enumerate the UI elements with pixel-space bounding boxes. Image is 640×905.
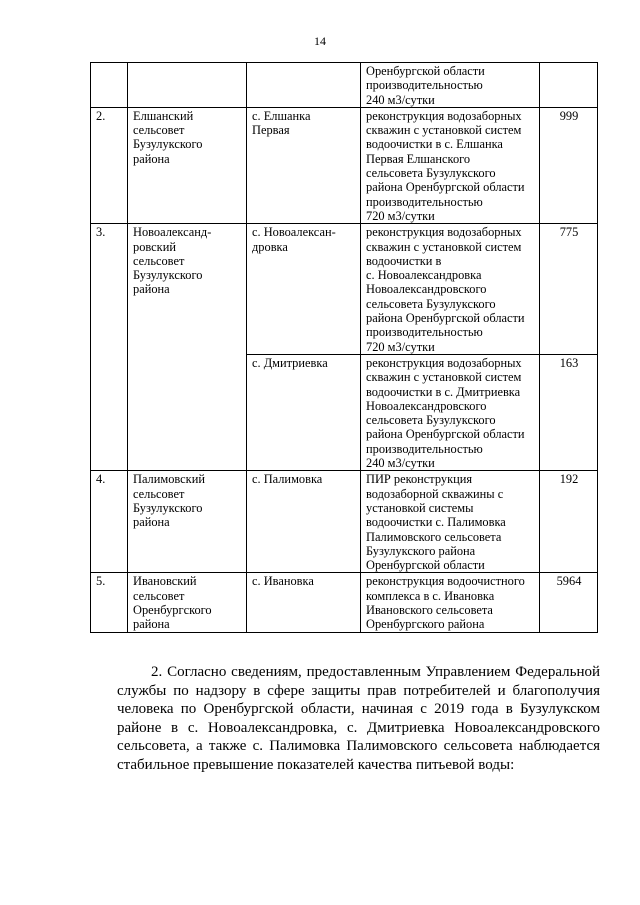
work-description-cell [361,107,540,223]
locality-cell [247,573,361,632]
row-number: 3. [91,224,128,471]
table-row [91,224,598,355]
row-number: 5. [91,573,128,632]
amount-cell: 192 [540,471,598,573]
cell-line: реконструкция водозаборных [366,108,522,123]
work-description-cell [361,63,540,108]
cell-line: производительностью [366,78,483,93]
cell-line: Ивановский [133,574,197,589]
table-row [91,471,598,573]
settlement-cell [128,573,247,632]
water-projects-table [90,62,598,633]
cell-line: района Оренбургской области [366,311,525,326]
cell-line: ровский [133,239,176,254]
cell-line: сельсовета Бузулукского [366,296,496,311]
cell-line: района [133,282,170,297]
amount-cell: 163 [540,354,598,470]
cell-line: Бузулукского [133,500,203,515]
cell-line: района [133,515,170,530]
cell-line: сельсовет [133,253,185,268]
cell-line: района Оренбургской области [366,427,525,442]
cell-line: производительностью [366,325,483,340]
work-description-cell [361,471,540,573]
cell-line: 240 м3/сутки [366,456,435,471]
cell-line: с. Палимовка [252,472,323,487]
cell-line: 720 м3/сутки [366,208,435,223]
cell-line: с. Дмитриевка [252,355,328,370]
locality-cell [247,107,361,223]
work-description-cell [361,354,540,470]
cell-line: района [133,151,170,166]
cell-line: 240 м3/сутки [366,92,435,107]
cell-line: водоочистки в [366,253,442,268]
cell-line: установкой системы [366,500,474,515]
table-row [91,63,598,108]
cell-line: Палимовский [133,472,205,487]
locality-cell [247,354,361,470]
cell-line: Оренбургского [133,602,212,617]
cell-line: Первая Елшанского [366,151,471,166]
cell-line: Оренбургской области [366,558,485,573]
cell-line: сельсовет [133,588,185,603]
locality-cell [247,63,361,108]
cell-line: Оренбургской области [366,64,485,78]
cell-line: скважин с установкой систем [366,239,522,254]
cell-line: Новоалександ- [133,225,212,240]
cell-line: Бузулукского района [366,543,476,558]
cell-line: реконструкция водозаборных [366,355,522,370]
work-description-cell [361,573,540,632]
cell-line: Ивановского сельсовета [366,602,493,617]
cell-line: скважин с установкой систем [366,123,522,138]
cell-line: водоочистки с. Палимовка [366,515,506,530]
cell-line: сельсовета Бузулукского [366,166,496,181]
row-number: 2. [91,107,128,223]
cell-line: с. Новоалександровка [366,268,482,283]
amount-cell [540,63,598,108]
body-paragraph: 2. Согласно сведениям, предоставленным Управлением Федеральной службы по надзору в сфере защиты прав потребителей и благополучия человека по Оренбургской области, начиная с 2019 года в Бузулукском районе в с. Новоалександровка, с. Дмитриевка Новоалександровского сельсовета, а также с. Палимовка Палимовского сельсовета наблюдается стабильное превышение показателей качества питьевой воды: [117,664,600,773]
cell-line: скважин с установкой систем [366,370,522,385]
row-number: 4. [91,471,128,573]
table-row [91,573,598,632]
cell-line: реконструкция водоочистного [366,574,525,589]
locality-cell [247,224,361,355]
cell-line: Елшанский [133,108,194,123]
amount-cell: 5964 [540,573,598,632]
table-row [91,107,598,223]
cell-line: дровка [252,239,288,254]
cell-line: района Оренбургской области [366,180,525,195]
cell-line: водоочистки в с. Елшанка [366,137,503,152]
settlement-cell [128,471,247,573]
cell-line: комплекса в с. Ивановка [366,588,495,603]
cell-line: сельсовет [133,486,185,501]
cell-line: с. Ивановка [252,574,314,589]
settlement-cell [128,224,247,471]
cell-line: района [133,617,170,632]
cell-line: сельсовета Бузулукского [366,413,496,428]
cell-line: водозаборной скважины с [366,486,504,501]
cell-line: водоочистки в с. Дмитриевка [366,384,521,399]
cell-line: с. Елшанка [252,108,311,123]
cell-line: реконструкция водозаборных [366,225,522,240]
body-paragraph-container [117,663,600,775]
cell-line: Новоалександровского [366,398,487,413]
cell-line: 720 м3/сутки [366,339,435,354]
cell-line: Бузулукского [133,137,203,152]
amount-cell: 775 [540,224,598,355]
settlement-cell [128,107,247,223]
settlement-cell [128,63,247,108]
cell-line: Бузулукского [133,268,203,283]
work-description-cell [361,224,540,355]
amount-cell: 999 [540,107,598,223]
page-number: 14 [314,34,326,48]
cell-line: сельсовет [133,123,185,138]
cell-line: производительностью [366,194,483,209]
cell-line: Палимовского сельсовета [366,529,502,544]
cell-line: Оренбургского района [366,617,485,632]
cell-line: с. Новоалексан- [252,225,336,240]
locality-cell [247,471,361,573]
row-number [91,63,128,108]
cell-line: ПИР реконструкция [366,472,473,487]
cell-line: производительностью [366,441,483,456]
cell-line: Новоалександровского [366,282,487,297]
cell-line: Первая [252,123,290,138]
